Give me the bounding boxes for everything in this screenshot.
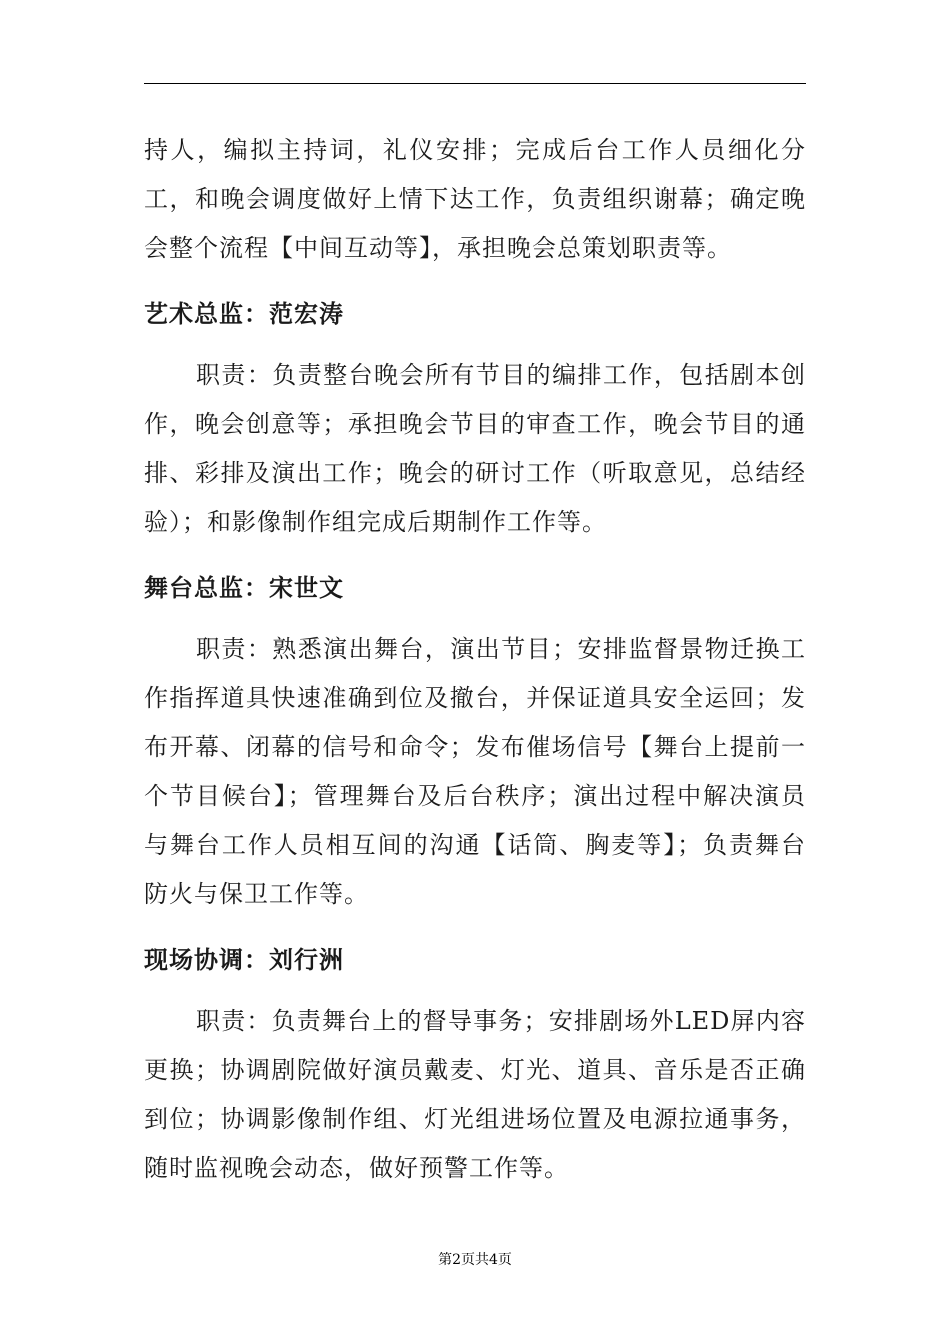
- section-heading-stage-director: 舞台总监：宋世文: [144, 574, 344, 602]
- header-rule: [144, 83, 806, 84]
- section-body-site-coordinator: 职责：负责舞台上的督导事务；安排剧场外LED屏内容更换；协调剧院做好演员戴麦、灯光、道具、音乐是否正确到位；协调影像制作组、灯光组进场位置及电源拉通事务，随时监视晚会动态，做好预警工作等。: [144, 1007, 806, 1182]
- page-number: 第2页共4页: [438, 1252, 512, 1268]
- section-body-art-director: 职责：负责整台晚会所有节目的编排工作，包括剧本创作，晚会创意等；承担晚会节目的审查工作，晚会节目的通排、彩排及演出工作；晚会的研讨工作（听取意见，总结经验）；和影像制作组完成后期制作工作等。: [144, 361, 806, 536]
- section-heading-site-coordinator: 现场协调：刘行洲: [144, 946, 344, 974]
- continuation-paragraph: 持人，编拟主持词，礼仪安排；完成后台工作人员细化分工，和晚会调度做好上情下达工作，负责组织谢幕；确定晚会整个流程【中间互动等】，承担晚会总策划职责等。: [144, 136, 806, 262]
- document-body: [144, 126, 806, 1193]
- section-body-stage-director: 职责：熟悉演出舞台，演出节目；安排监督景物迁换工作指挥道具快速准确到位及撤台，并保证道具安全运回；发布开幕、闭幕的信号和命令；发布催场信号【舞台上提前一个节目候台】；管理舞台及后台秩序；演出过程中解决演员与舞台工作人员相互间的沟通【话筒、胸麦等】；负责舞台防火与保卫工作等。: [144, 635, 806, 908]
- section-heading-art-director: 艺术总监：范宏涛: [144, 300, 344, 328]
